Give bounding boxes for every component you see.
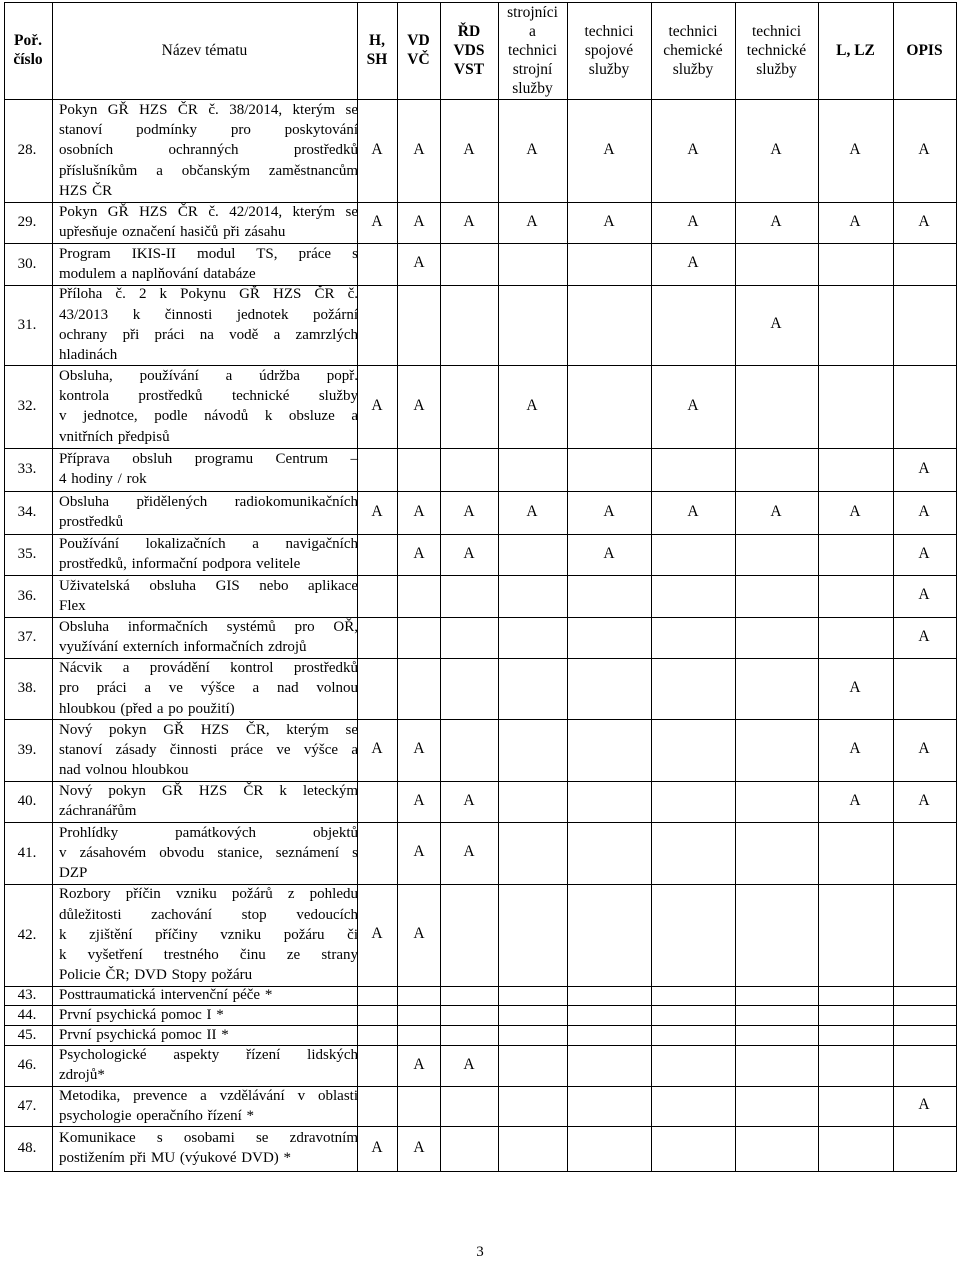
topic-title-line: 43/2013 k činnosti jednotek požární (59, 306, 358, 323)
table-col-rule (818, 2, 819, 1172)
assignment-mark: A (371, 396, 383, 414)
topic-title-line: Flex (59, 597, 86, 614)
topic-title (59, 823, 358, 884)
row-number: 37. (17, 629, 37, 645)
topic-title-line: Obsluha, používání a údržba popř. (59, 367, 358, 384)
assignment-mark: A (603, 140, 615, 158)
topic-title-line: Policie ČR; DVD Stopy požáru (59, 967, 253, 984)
topic-title-line: Pokyn GŘ HZS ČR č. 42/2014, kterým se (59, 204, 358, 221)
table-col-rule (498, 2, 499, 1172)
topic-title (59, 202, 358, 243)
row-number: 46. (17, 1057, 37, 1073)
topic-title-line: Psychologické aspekty řízení lidských (59, 1047, 358, 1064)
topic-title-line: v zásahovém obvodu stanice, seznámení s (59, 844, 358, 861)
topic-title-line: hloubkou (před a po použití) (59, 700, 235, 717)
table-col-rule (956, 2, 957, 1172)
topic-title (59, 1045, 358, 1086)
topic-title-line: upřesňuje označení hasičů při zásahu (59, 224, 286, 241)
assignment-mark: A (371, 740, 383, 757)
assignment-mark: A (603, 544, 615, 562)
assignment-mark: A (918, 212, 930, 230)
row-number: 38. (17, 680, 37, 696)
row-number: 36. (17, 587, 37, 604)
assignment-mark: A (371, 140, 383, 158)
column-header-c4: ŘD VDS VST (453, 22, 485, 78)
topic-title (59, 985, 358, 1005)
topic-title-line: Nový pokyn GŘ HZS ČR k leteckým (59, 783, 358, 800)
topic-title (59, 284, 358, 365)
assignment-mark: A (413, 791, 425, 809)
assignment-mark: A (413, 740, 425, 757)
topic-title-line: kontrola prostředků technické služby (59, 388, 358, 405)
table-col-rule (893, 2, 894, 1172)
topic-title (59, 366, 358, 447)
topic-title-line: využívání externích informačních zdrojů (59, 639, 307, 656)
assignment-mark: A (918, 740, 930, 757)
topic-title-line: důležitosti zachování stop vedoucích (59, 906, 358, 923)
assignment-mark: A (770, 212, 782, 230)
assignment-mark: A (413, 1138, 425, 1156)
topic-title-line: HZS ČR (59, 182, 113, 199)
topic-title-line: prostředků (59, 514, 124, 531)
topic-title (59, 449, 358, 490)
assignment-mark: A (918, 544, 930, 562)
topic-title-line: modulem a naplňování databáze (59, 265, 256, 282)
topic-title (59, 576, 358, 617)
topic-title-line: záchranářům (59, 803, 137, 820)
topic-title (59, 658, 358, 719)
topic-title-line: stanoví podmínky pro poskytování (59, 122, 358, 139)
assignment-mark: A (463, 140, 475, 158)
assignment-mark: A (849, 678, 861, 696)
topic-title-line: k zjištění příčiny vzniku požáru či (59, 926, 358, 943)
topic-title-line: Program IKIS-II modul TS, práce s (59, 245, 358, 262)
assignment-mark: A (413, 1055, 425, 1073)
assignment-mark: A (849, 791, 861, 809)
assignment-mark: A (918, 1096, 930, 1113)
topic-title-line: Rozbory příčin vzniku požárů z pohledu (59, 886, 358, 903)
table-row-rule (4, 1171, 957, 1172)
assignment-mark: A (371, 925, 383, 942)
assignment-mark: A (371, 1138, 383, 1156)
topic-title (59, 1086, 358, 1127)
topic-title (59, 100, 358, 201)
assignment-mark: A (413, 140, 425, 158)
page-number: 3 (476, 1244, 484, 1260)
assignment-mark: A (603, 502, 615, 520)
topic-title (59, 884, 358, 985)
column-header-c6: technici spojové služby (584, 22, 634, 78)
topic-title-line: prostředků, informační podpora velitele (59, 556, 301, 573)
topic-title-line: 4 hodiny / rok (59, 471, 147, 488)
assignment-mark: A (413, 254, 425, 271)
column-header-c9: L, LZ (836, 41, 875, 59)
topic-title-line: vnitřních předpisů (59, 428, 170, 445)
table-col-rule (52, 2, 53, 1172)
assignment-mark: A (526, 212, 538, 230)
topic-title (59, 1005, 358, 1025)
assignment-mark: A (770, 315, 782, 332)
column-header-c8: technici technické služby (746, 22, 807, 78)
topic-title-line: příslušníkům a občanským zaměstnancům (59, 162, 358, 179)
assignment-mark: A (463, 843, 475, 860)
assignment-mark: A (371, 502, 383, 520)
assignment-mark: A (463, 212, 475, 230)
assignment-mark: A (687, 396, 699, 414)
row-number: 48. (17, 1140, 37, 1156)
topic-title-line: osobních ochranných prostředků (59, 142, 358, 159)
topic-title-line: První psychická pomoc I * (59, 1006, 224, 1023)
table-col-rule (397, 2, 398, 1172)
topic-title-line: psychologie operačního řízení * (59, 1107, 255, 1124)
topic-title (59, 720, 358, 781)
table-col-rule (567, 2, 568, 1172)
topic-title-line: Příprava obsluh programu Centrum – (59, 451, 358, 468)
assignment-mark: A (918, 627, 930, 645)
table-col-rule (735, 2, 736, 1172)
table-col-rule (440, 2, 441, 1172)
topic-title-line: stanoví zásady činnosti práce ve výšce a (59, 741, 358, 758)
topic-title (59, 534, 358, 575)
assignment-mark: A (413, 544, 425, 562)
topic-title-line: Posttraumatická intervenční péče * (59, 987, 273, 1004)
assignment-mark: A (526, 502, 538, 520)
topic-title-line: k vyšetření trestného činu ze strany (59, 947, 358, 964)
assignment-mark: A (918, 459, 930, 477)
assignment-mark: A (687, 502, 699, 520)
assignment-mark: A (687, 212, 699, 230)
topic-title (59, 492, 358, 533)
topic-title (59, 617, 358, 658)
topic-title-line: Nový pokyn GŘ HZS ČR, kterým se (59, 721, 358, 738)
assignment-mark: A (687, 254, 699, 271)
row-number: 34. (17, 504, 37, 520)
assignment-mark: A (849, 740, 861, 757)
row-number: 41. (17, 844, 37, 861)
assignment-mark: A (849, 140, 861, 158)
assignment-mark: A (413, 212, 425, 230)
row-number: 44. (17, 1006, 37, 1023)
topic-title-line: Obsluha přidělených radiokomunikačních (59, 494, 358, 511)
row-number: 29. (17, 214, 37, 230)
assignment-mark: A (413, 396, 425, 414)
assignment-mark: A (687, 140, 699, 158)
assignment-mark: A (413, 843, 425, 860)
topic-title (59, 1025, 358, 1045)
assignment-mark: A (463, 791, 475, 809)
assignment-mark: A (918, 586, 930, 603)
topic-title-line: zdrojů* (59, 1067, 105, 1084)
topic-title-line: Komunikace s osobami se zdravotním (59, 1130, 358, 1147)
row-number: 45. (17, 1026, 37, 1043)
assignment-mark: A (918, 140, 930, 158)
column-header-c3: VD VČ (407, 32, 430, 68)
assignment-mark: A (413, 925, 425, 942)
column-header-c1: Název tématu (161, 41, 248, 59)
topic-title-line: ochrany při práci na vodě a zamrzlých (59, 326, 358, 343)
assignment-mark: A (770, 140, 782, 158)
assignment-mark: A (463, 502, 475, 520)
row-number: 40. (17, 793, 37, 809)
topic-title-line: Metodika, prevence a vzdělávání v oblasti (59, 1087, 358, 1104)
topic-title (59, 781, 358, 822)
row-number: 47. (17, 1097, 37, 1114)
topic-title-line: pro práci a ve výšce a nad volnou (59, 680, 358, 697)
assignment-mark: A (770, 502, 782, 520)
topic-title-line: v jednotce, podle návodů k obsluze a (59, 408, 358, 425)
assignment-mark: A (371, 212, 383, 230)
column-header-c5: strojníci a technici strojní služby (507, 3, 558, 97)
row-number: 28. (17, 142, 37, 158)
row-number: 31. (17, 316, 37, 333)
assignment-mark: A (413, 502, 425, 520)
column-header-c0: Poř. číslo (13, 32, 43, 68)
column-header-c10: OPIS (906, 41, 943, 59)
topic-title-line: Pokyn GŘ HZS ČR č. 38/2014, kterým se (59, 101, 358, 118)
assignment-mark: A (463, 1055, 475, 1073)
topic-title-line: hladinách (59, 347, 118, 364)
topic-title (59, 244, 358, 285)
assignment-mark: A (526, 396, 538, 414)
table-col-rule (651, 2, 652, 1172)
topic-title-line: DZP (59, 865, 88, 882)
row-number: 32. (17, 398, 37, 414)
topic-title-line: Prohlídky památkových objektů (59, 824, 358, 841)
row-number: 42. (17, 926, 37, 943)
column-header-c7: technici chemické služby (663, 22, 723, 78)
row-number: 35. (17, 546, 37, 562)
assignment-mark: A (603, 212, 615, 230)
row-number: 39. (17, 741, 37, 758)
topic-title-line: Používání lokalizačních a navigačních (59, 536, 358, 553)
assignment-mark: A (849, 502, 861, 520)
topic-title-line: První psychická pomoc II * (59, 1026, 229, 1043)
row-number: 33. (17, 461, 37, 477)
assignment-mark: A (526, 140, 538, 158)
topic-title-line: Uživatelská obsluha GIS nebo aplikace (59, 577, 358, 594)
column-header-c2: H, SH (366, 32, 388, 68)
row-number: 43. (17, 987, 37, 1003)
topic-title-line: Obsluha informačních systémů pro OŘ, (59, 619, 358, 636)
assignment-mark: A (918, 791, 930, 809)
assignment-mark: A (918, 502, 930, 520)
topic-title-line: postižením při MU (výukové DVD) * (59, 1150, 292, 1167)
row-number: 30. (17, 255, 37, 272)
assignment-mark: A (849, 212, 861, 230)
assignment-mark: A (463, 544, 475, 562)
topic-title-line: Příloha č. 2 k Pokynu GŘ HZS ČR č. (59, 286, 358, 303)
topic-title (59, 1128, 358, 1169)
topic-title-line: Nácvik a provádění kontrol prostředků (59, 660, 358, 677)
topic-title-line: nad volnou hloubkou (59, 762, 189, 779)
